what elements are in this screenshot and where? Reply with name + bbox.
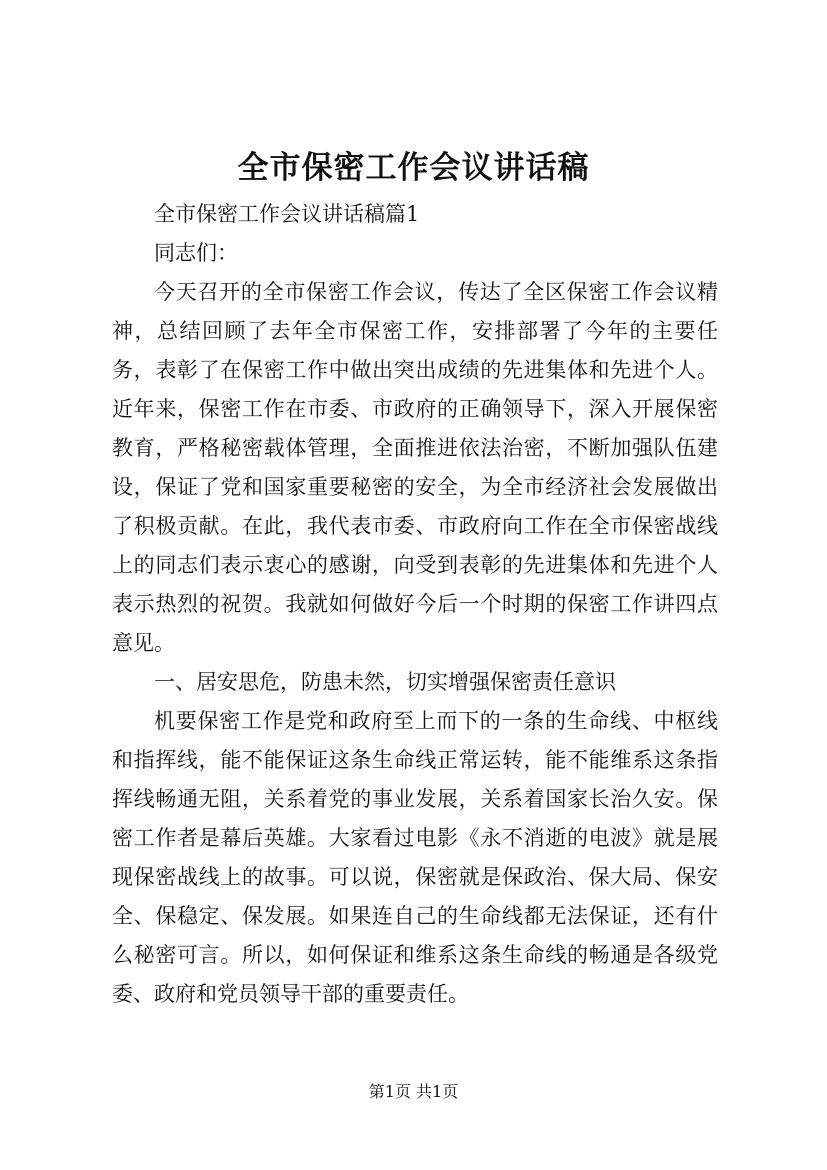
- document-body: [112, 195, 718, 1014]
- section-heading: 一、居安思危，防患未然，切实增强保密责任意识: [154, 670, 616, 694]
- paragraph: 机要保密工作是党和政府至上而下的一条的生命线、中枢线和指挥线，能不能保证这条生命线正常运转，能不能维系这条指挥线畅通无阻，关系着党的事业发展，关系着国家长治久安。保密工作者是幕后英雄。大家看过电影《永不消逝的电波》就是展现保密战线上的故事。可以说，保密就是保政治、保大局、保安全、保稳定、保发展。如果连自己的生命线都无法保证，还有什么秘密可言。所以，如何保证和维系这条生命线的畅通是各级党委、政府和党员领导干部的重要责任。: [112, 709, 718, 1006]
- page-footer: 第1页 共1页: [368, 1082, 459, 1101]
- section-heading: 全市保密工作会议讲话稿篇1: [154, 202, 420, 226]
- salutation: 同志们：: [154, 241, 238, 265]
- paragraph: 今天召开的全市保密工作会议，传达了全区保密工作会议精神，总结回顾了去年全市保密工作，安排部署了今年的主要任务，表彰了在保密工作中做出突出成绩的先进集体和先进个人。近年来，保密工作在市委、市政府的正确领导下，深入开展保密教育，严格秘密载体管理，全面推进依法治密，不断加强队伍建设，保证了党和国家重要秘密的安全，为全市经济社会发展做出了积极贡献。在此，我代表市委、市政府向工作在全市保密战线上的同志们表示衷心的感谢，向受到表彰的先进集体和先进个人表示热烈的祝贺。我就如何做好今后一个时期的保密工作讲四点意见。: [112, 280, 718, 655]
- document-title: 全市保密工作会议讲话稿: [237, 150, 590, 186]
